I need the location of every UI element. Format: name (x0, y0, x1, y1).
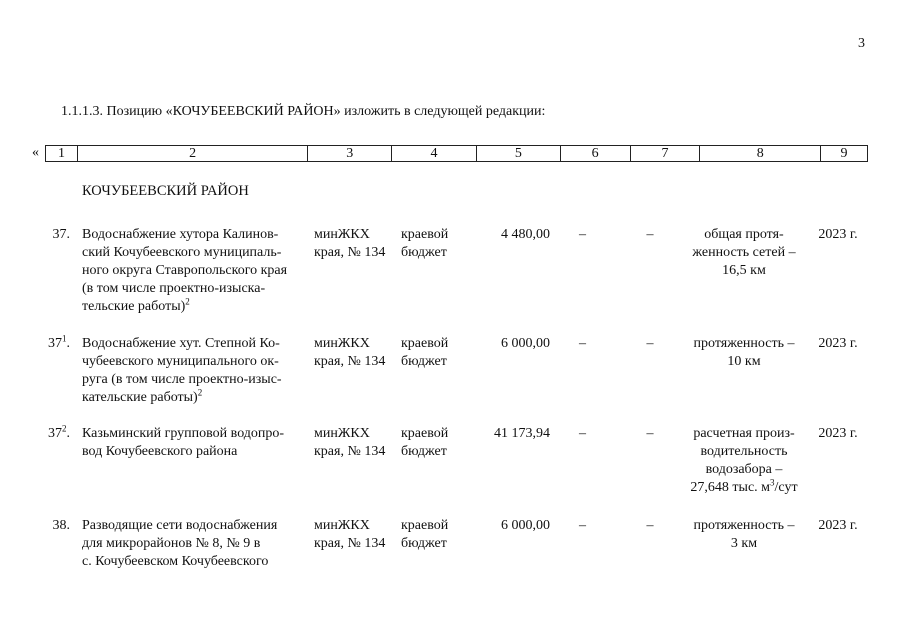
dash-col7: – (646, 227, 654, 242)
result-indicator: расчетная произ- водительность водозабора – 27,648 тыс. $м^3$/сут (690, 426, 798, 495)
column-header: 3 (308, 146, 392, 161)
object-name: Водоснабжение хутора Калинов- ский Кочубеевского муниципаль- ного округа Ставропольского края (в том числе проектно-изыска- тельские работы)$^2$ (82, 227, 288, 314)
amount: 4 480,00 (501, 227, 550, 242)
table-header (45, 145, 868, 162)
year: 2023 г. (818, 336, 858, 351)
dash-col6: – (579, 336, 586, 351)
responsible: минЖКХ края, № 134 (314, 227, 386, 260)
result-indicator: общая протя- женность сетей – 16,5 км (692, 227, 796, 278)
dash-col7: – (646, 518, 654, 533)
funding-source: краевой бюджет (401, 227, 449, 260)
column-header: 8 (700, 146, 821, 161)
funding-source: краевой бюджет (401, 518, 449, 551)
funding-source: краевой бюджет (401, 426, 449, 459)
responsible: минЖКХ края, № 134 (314, 426, 386, 459)
responsible: минЖКХ края, № 134 (314, 336, 386, 369)
section-title: КОЧУБЕЕВСКИЙ РАЙОН (82, 183, 249, 199)
dash-col7: – (646, 336, 654, 351)
amount: 41 173,94 (494, 426, 550, 441)
opening-quote: « (32, 145, 39, 160)
column-header: 7 (631, 146, 701, 161)
amount: 6 000,00 (501, 518, 550, 533)
column-header: 2 (78, 146, 308, 161)
column-header: 9 (840, 146, 848, 161)
responsible: минЖКХ края, № 134 (314, 518, 386, 551)
year: 2023 г. (818, 426, 858, 441)
year: 2023 г. (818, 227, 858, 242)
column-header: 5 (477, 146, 561, 161)
result-indicator: протяженность – 10 км (693, 336, 795, 369)
object-name: Водоснабжение хут. Степной Ко- чубеевского муниципального ок- руга (в том числе проектно-изыс- кательские работы)$^2$ (82, 336, 282, 405)
object-name: Разводящие сети водоснабжения для микрорайонов № 8, № 9 в с. Кочубеевском Кочубеевского (82, 518, 278, 569)
result-indicator: протяженность – 3 км (693, 518, 795, 551)
column-header: 4 (392, 146, 477, 161)
column-header: 6 (561, 146, 631, 161)
dash-col6: – (579, 227, 586, 242)
dash-col6: – (579, 426, 586, 441)
funding-source: краевой бюджет (401, 336, 449, 369)
column-header: 1 (46, 146, 78, 161)
intro-paragraph: 1.1.1.3. Позицию «КОЧУБЕЕВСКИЙ РАЙОН» изложить в следующей редакции: (61, 104, 546, 119)
dash-col6: – (579, 518, 586, 533)
row-number: $37^2$. (48, 423, 70, 441)
amount: 6 000,00 (501, 336, 550, 351)
row-number: $37^1$. (48, 333, 70, 351)
row-number: 38. (52, 518, 70, 533)
page-number: 3 (858, 36, 865, 51)
dash-col7: – (646, 426, 654, 441)
year: 2023 г. (818, 518, 858, 533)
object-name: Казьминский групповой водопро- вод Кочубеевского района (82, 426, 285, 459)
row-number: 37. (52, 227, 70, 242)
